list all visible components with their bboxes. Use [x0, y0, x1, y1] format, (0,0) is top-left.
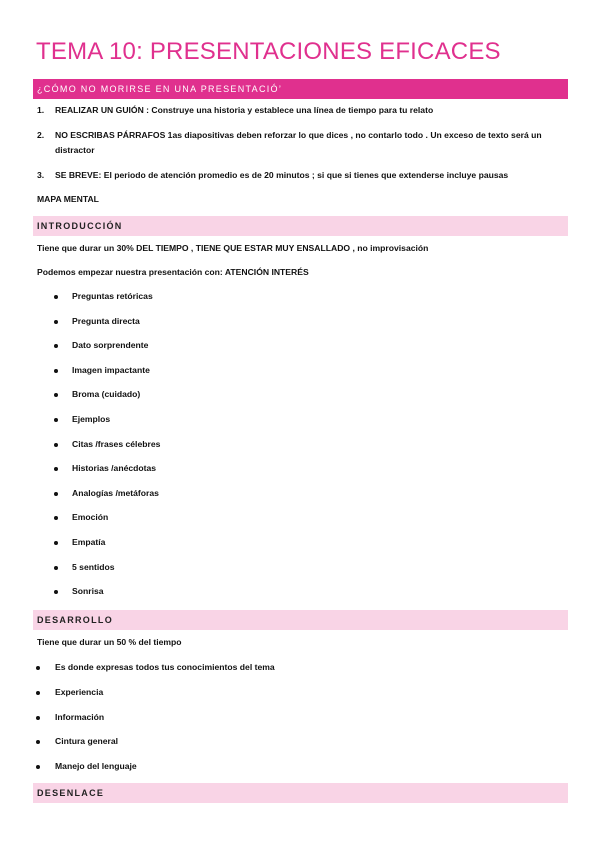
- bullet-icon: [54, 344, 58, 348]
- bullet-item: Pregunta directa: [72, 315, 140, 326]
- list-item-text-continued: distractor: [55, 145, 95, 155]
- list-number: 1.: [37, 105, 45, 115]
- bullet-icon: [54, 492, 58, 496]
- section-heading-como-no-morirse: ¿CÓMO NO MORIRSE EN UNA PRESENTACIÓ’: [33, 79, 568, 99]
- desarrollo-duration-text: Tiene que durar un 50 % del tiempo: [37, 637, 182, 647]
- bullet-icon: [54, 295, 58, 299]
- section-heading-introduccion: INTRODUCCIÓN: [33, 216, 568, 236]
- bullet-item: 5 sentidos: [72, 561, 115, 572]
- bullet-item: Imagen impactante: [72, 364, 150, 375]
- bullet-item: Emoción: [72, 512, 109, 523]
- bullet-icon: [54, 541, 58, 545]
- list-item-text: REALIZAR UN GUIÓN : Construye una historia y establece una línea de tiempo para tu relato: [55, 105, 434, 115]
- bullet-icon: [54, 320, 58, 324]
- bullet-icon: [36, 691, 40, 695]
- intro-start-text: Podemos empezar nuestra presentación con: ATENCIÓN INTERÉS: [37, 267, 309, 277]
- bullet-item: Es donde expresas todos tus conocimientos del tema: [55, 662, 275, 672]
- intro-duration-text: Tiene que durar un 30% DEL TIEMPO , TIENE QUE ESTAR MUY ENSALLADO , no improvisación: [37, 243, 429, 253]
- bullet-item: Historias /anécdotas: [72, 463, 157, 474]
- bullet-icon: [36, 716, 40, 720]
- bullet-item: Preguntas retóricas: [72, 291, 153, 301]
- bullet-icon: [36, 765, 40, 769]
- bullet-icon: [54, 590, 58, 594]
- bullet-item: Manejo del lenguaje: [55, 761, 137, 772]
- list-number: 3.: [37, 170, 45, 180]
- bullet-icon: [36, 740, 40, 744]
- list-item-text: SE BREVE: El periodo de atención promedio es de 20 minutos ; si que si tienes que extenderse incluye pausas: [55, 170, 509, 180]
- bullet-item: Experiencia: [55, 686, 104, 697]
- bullet-item: Cintura general: [55, 736, 119, 747]
- bullet-item: Información: [55, 711, 105, 722]
- bullet-icon: [54, 418, 58, 422]
- list-number: 2.: [37, 130, 45, 140]
- bullet-item: Dato sorprendente: [72, 340, 149, 351]
- bullet-icon: [36, 666, 40, 670]
- bullet-icon: [54, 443, 58, 447]
- bullet-icon: [54, 566, 58, 570]
- bullet-item: Sonrisa: [72, 586, 104, 597]
- bullet-icon: [54, 467, 58, 471]
- bullet-item: Citas /frases célebres: [72, 438, 161, 449]
- section-heading-desarrollo: DESARROLLO: [33, 610, 568, 630]
- section-heading-desenlace: DESENLACE: [33, 783, 568, 803]
- page-title: TEMA 10: PRESENTACIONES EFICACES: [36, 38, 501, 65]
- mapa-mental-label: MAPA MENTAL: [37, 194, 99, 204]
- bullet-item: Ejemplos: [72, 414, 111, 424]
- bullet-item: Analogías /metáforas: [72, 487, 159, 498]
- bullet-icon: [54, 393, 58, 397]
- bullet-item: Empatía: [72, 537, 106, 547]
- bullet-icon: [54, 369, 58, 373]
- list-item-text: NO ESCRIBAS PÁRRAFOS 1as diapositivas deben reforzar lo que dices , no contarlo todo . Un exceso de texto será un: [55, 130, 542, 140]
- bullet-icon: [54, 516, 58, 520]
- bullet-item: Broma (cuidado): [72, 389, 141, 400]
